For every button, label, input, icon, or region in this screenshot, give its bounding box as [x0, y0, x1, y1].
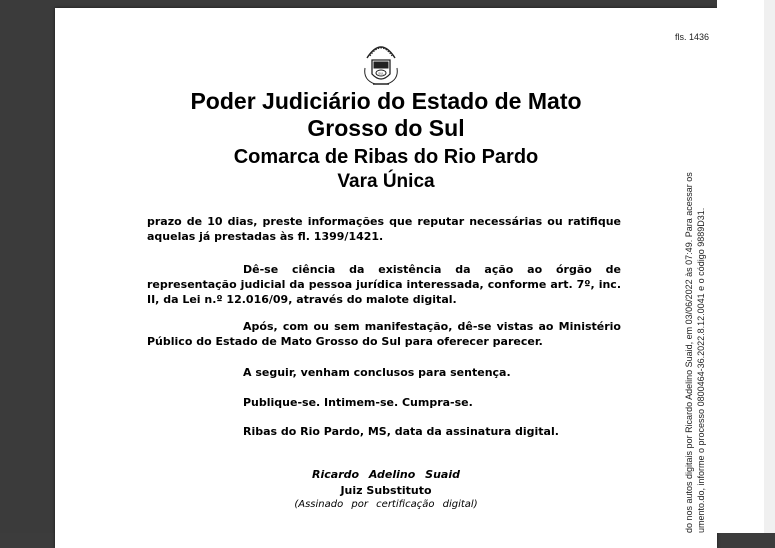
coat-of-arms-icon — [361, 38, 401, 88]
comarca-heading: Comarca de Ribas do Rio Pardo — [233, 146, 539, 168]
paragraph-5: Publique-se. Intimem-se. Cumpra-se. — [243, 396, 473, 409]
paragraph-1: prazo de 10 dias, preste informações que reputar necessárias ou ratifique aquelas já prestadas às fl. 1399/1421. — [147, 215, 621, 243]
signature-note: (Assinado por certificação digital) — [294, 499, 478, 510]
page-number: fls. 1436 — [674, 32, 709, 42]
stamp-line2: umento.do, informe o processo 0800464-36.2022.8.12.0041 e o código 9889D31. — [696, 207, 706, 533]
vara-heading: Vara Única — [337, 171, 435, 192]
digital-signature-stamp — [683, 63, 707, 533]
stamp-line1: do nos autos digitais por Ricardo Adelino Suaid, em 03/06/2022 às 07:49. Para acessar os — [684, 172, 694, 533]
court-heading-line2: Grosso do Sul — [307, 115, 465, 141]
court-heading-line1: Poder Judiciário do Estado de Mato — [190, 88, 582, 114]
svg-text:SUL: SUL — [378, 71, 384, 76]
paragraph-4: A seguir, venham conclusos para sentença. — [243, 366, 511, 379]
paragraph-3: Após, com ou sem manifestação, dê-se vistas ao Ministério Público do Estado de Mato Grosso do Sul para oferecer parecer. — [147, 320, 621, 348]
judge-name: Ricardo Adelino Suaid — [312, 468, 460, 481]
judge-role: Juiz Substituto — [340, 484, 432, 497]
vertical-scrollbar[interactable] — [764, 0, 775, 533]
document-page — [55, 8, 717, 548]
paragraph-6: Ribas do Rio Pardo, MS, data da assinatura digital. — [243, 425, 559, 438]
paragraph-2: Dê-se ciência da existência da ação ao órgão de representação judicial da pessoa jurídica interessada, conforme art. 7º, inc. II, da Lei n.º 12.016/09, através do malote digital. — [147, 263, 621, 306]
